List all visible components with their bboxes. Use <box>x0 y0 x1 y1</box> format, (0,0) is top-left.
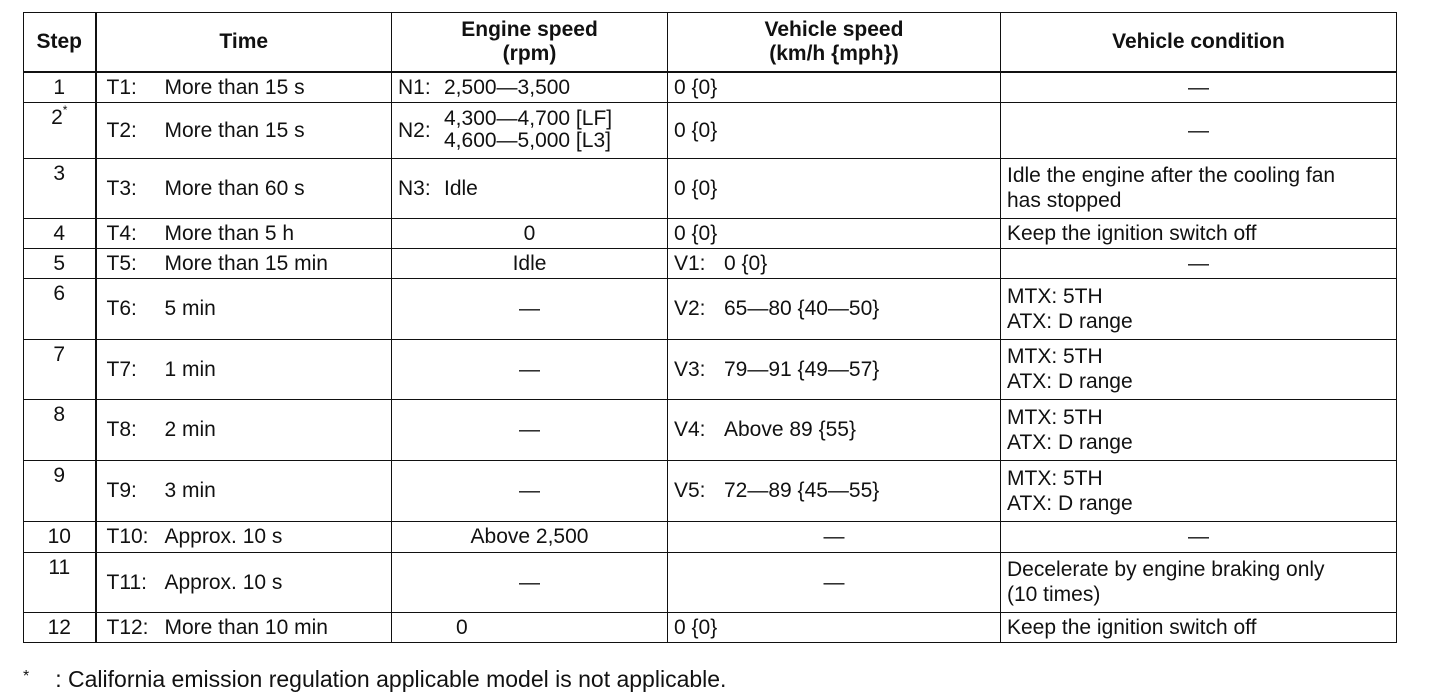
engine-speed-cell <box>392 72 668 102</box>
time-label: T7: <box>106 357 137 381</box>
engine-speed-label: N2: <box>398 118 431 142</box>
condition-line: ATX: D range <box>1007 309 1133 333</box>
step-cell: 8 <box>24 399 96 460</box>
engine-speed-cell: — <box>392 339 668 399</box>
vehicle-speed-value: Above 89 {55} <box>724 418 856 441</box>
time-cell <box>96 552 392 612</box>
table-row <box>24 521 1397 552</box>
step-cell <box>24 102 96 158</box>
vehicle-speed-label: V3: <box>674 357 706 381</box>
time-value: More than 60 s <box>164 176 305 200</box>
header-engine-speed-unit: (rpm) <box>502 42 557 65</box>
step-cell: 3 <box>24 158 96 218</box>
time-value: Approx. 10 s <box>164 570 283 594</box>
time-cell <box>96 72 392 102</box>
condition-line: Idle the engine after the cooling fan <box>1007 164 1336 187</box>
condition-line: ATX: D range <box>1007 491 1133 515</box>
engine-speed-values <box>444 108 612 152</box>
table-row <box>24 218 1397 248</box>
time-cell <box>96 218 392 248</box>
condition-cell: Keep the ignition switch off <box>1001 612 1397 642</box>
vehicle-speed-value: 0 {0} <box>674 615 718 639</box>
header-vehicle-speed <box>668 13 1001 73</box>
time-value: 2 min <box>164 418 216 441</box>
footnote-marker: * <box>23 668 30 685</box>
engine-speed-cell: — <box>392 552 668 612</box>
vehicle-speed-value: 0 {0} <box>674 221 718 245</box>
step-cell: 12 <box>24 612 96 642</box>
engine-speed-cell: — <box>392 460 668 521</box>
engine-speed-cell: — <box>392 278 668 339</box>
table-row <box>24 248 1397 278</box>
condition-line: MTX: 5TH <box>1007 405 1103 429</box>
vehicle-speed-cell <box>668 460 1001 521</box>
vehicle-speed-cell <box>668 248 1001 278</box>
time-label: T11: <box>106 570 147 594</box>
engine-speed-label: N1: <box>398 75 431 99</box>
header-vehicle-speed-title: Vehicle speed <box>764 18 904 41</box>
table-row <box>24 158 1397 218</box>
vehicle-speed-label: V1: <box>674 251 706 275</box>
step-cell: 7 <box>24 339 96 399</box>
time-label: T4: <box>106 221 137 245</box>
table-row <box>24 612 1397 642</box>
condition-cell: — <box>1001 72 1397 102</box>
engine-speed-cell: Above 2,500 <box>392 521 668 552</box>
header-engine-speed-title: Engine speed <box>461 18 598 41</box>
vehicle-speed-value: 0 {0} <box>674 75 718 99</box>
drive-cycle-table <box>23 12 1397 643</box>
vehicle-speed-label: V2: <box>674 297 706 320</box>
time-value: Approx. 10 s <box>164 525 283 548</box>
step-cell: 5 <box>24 248 96 278</box>
vehicle-speed-cell <box>668 102 1001 158</box>
time-value: 1 min <box>164 357 216 381</box>
header-vehicle-condition: Vehicle condition <box>1001 13 1397 73</box>
condition-line: ATX: D range <box>1007 370 1133 393</box>
vehicle-speed-value: 79—91 {49—57} <box>724 357 880 381</box>
vehicle-speed-cell: — <box>668 521 1001 552</box>
header-engine-speed <box>392 13 668 73</box>
header-vehicle-speed-unit: (km/h {mph}) <box>769 42 899 65</box>
condition-cell <box>1001 158 1397 218</box>
vehicle-speed-label: V4: <box>674 418 706 441</box>
time-cell <box>96 278 392 339</box>
vehicle-speed-cell <box>668 72 1001 102</box>
condition-cell: — <box>1001 102 1397 158</box>
step-cell: 9 <box>24 460 96 521</box>
engine-speed-label: N3: <box>398 176 431 200</box>
time-value: More than 15 s <box>164 75 305 99</box>
engine-speed-cell: Idle <box>392 248 668 278</box>
step-cell: 4 <box>24 218 96 248</box>
table-row <box>24 102 1397 158</box>
condition-cell <box>1001 339 1397 399</box>
table-row <box>24 278 1397 339</box>
time-label: T9: <box>106 479 137 502</box>
condition-cell: — <box>1001 521 1397 552</box>
header-time: Time <box>96 13 392 73</box>
footnote <box>23 663 726 693</box>
vehicle-speed-cell: — <box>668 552 1001 612</box>
vehicle-speed-cell <box>668 158 1001 218</box>
time-value: 5 min <box>164 297 216 320</box>
condition-cell <box>1001 460 1397 521</box>
table-row <box>24 399 1397 460</box>
condition-cell: — <box>1001 248 1397 278</box>
condition-line: MTX: 5TH <box>1007 466 1103 490</box>
time-cell <box>96 102 392 158</box>
vehicle-speed-value: 65—80 {40—50} <box>724 297 880 320</box>
step-cell: 10 <box>24 521 96 552</box>
vehicle-speed-value: 0 {0} <box>724 251 768 275</box>
engine-speed-cell: — <box>392 399 668 460</box>
vehicle-speed-cell <box>668 339 1001 399</box>
table-row <box>24 72 1397 102</box>
time-label: T8: <box>106 418 137 441</box>
time-value: 3 min <box>164 479 216 502</box>
engine-speed-cell: 0 <box>392 218 668 248</box>
vehicle-speed-cell <box>668 278 1001 339</box>
footnote-text: : California emission regulation applicable model is not applicable. <box>55 666 727 692</box>
engine-speed-value-lf: 4,300—4,700 [LF] <box>444 107 613 130</box>
table-row <box>24 552 1397 612</box>
time-label: T1: <box>106 75 137 99</box>
engine-speed-cell <box>392 158 668 218</box>
vehicle-speed-value: 0 {0} <box>674 176 718 200</box>
engine-speed-group <box>398 108 661 152</box>
time-cell <box>96 248 392 278</box>
step-cell: 11 <box>24 552 96 612</box>
condition-cell <box>1001 399 1397 460</box>
vehicle-speed-label: V5: <box>674 479 706 502</box>
table-row <box>24 339 1397 399</box>
time-label: T6: <box>106 297 137 320</box>
vehicle-speed-cell <box>668 399 1001 460</box>
condition-cell <box>1001 278 1397 339</box>
time-label: T12: <box>106 615 149 639</box>
condition-line: Decelerate by engine braking only <box>1007 558 1325 581</box>
step-cell: 1 <box>24 72 96 102</box>
time-cell <box>96 158 392 218</box>
time-cell <box>96 612 392 642</box>
time-value: More than 10 min <box>164 615 328 639</box>
time-label: T3: <box>106 176 137 200</box>
condition-line: MTX: 5TH <box>1007 284 1103 308</box>
time-label: T10: <box>106 525 149 548</box>
engine-speed-value-l3: 4,600—5,000 [L3] <box>444 129 611 152</box>
engine-speed-value: Idle <box>444 176 478 200</box>
time-cell <box>96 460 392 521</box>
time-value: More than 5 h <box>164 221 295 245</box>
footnote-marker: * <box>62 102 68 117</box>
condition-line: (10 times) <box>1007 583 1101 606</box>
time-value: More than 15 s <box>164 118 305 142</box>
vehicle-speed-cell <box>668 218 1001 248</box>
time-label: T5: <box>106 251 137 275</box>
table-header-row <box>24 13 1397 73</box>
vehicle-speed-value: 0 {0} <box>674 118 718 142</box>
step-cell: 6 <box>24 278 96 339</box>
table-row <box>24 460 1397 521</box>
vehicle-speed-value: 72—89 {45—55} <box>724 479 880 502</box>
time-cell <box>96 521 392 552</box>
condition-cell: Keep the ignition switch off <box>1001 218 1397 248</box>
time-cell <box>96 399 392 460</box>
time-label: T2: <box>106 118 137 142</box>
step-number: 2 <box>51 105 63 129</box>
condition-line: MTX: 5TH <box>1007 345 1103 368</box>
engine-speed-cell <box>392 102 668 158</box>
condition-line: has stopped <box>1007 189 1122 212</box>
engine-speed-value: 2,500—3,500 <box>444 75 571 99</box>
condition-line: ATX: D range <box>1007 430 1133 454</box>
condition-cell <box>1001 552 1397 612</box>
time-cell <box>96 339 392 399</box>
engine-speed-cell: 0 <box>392 612 668 642</box>
vehicle-speed-cell <box>668 612 1001 642</box>
time-value: More than 15 min <box>164 251 328 275</box>
header-step: Step <box>24 13 96 73</box>
